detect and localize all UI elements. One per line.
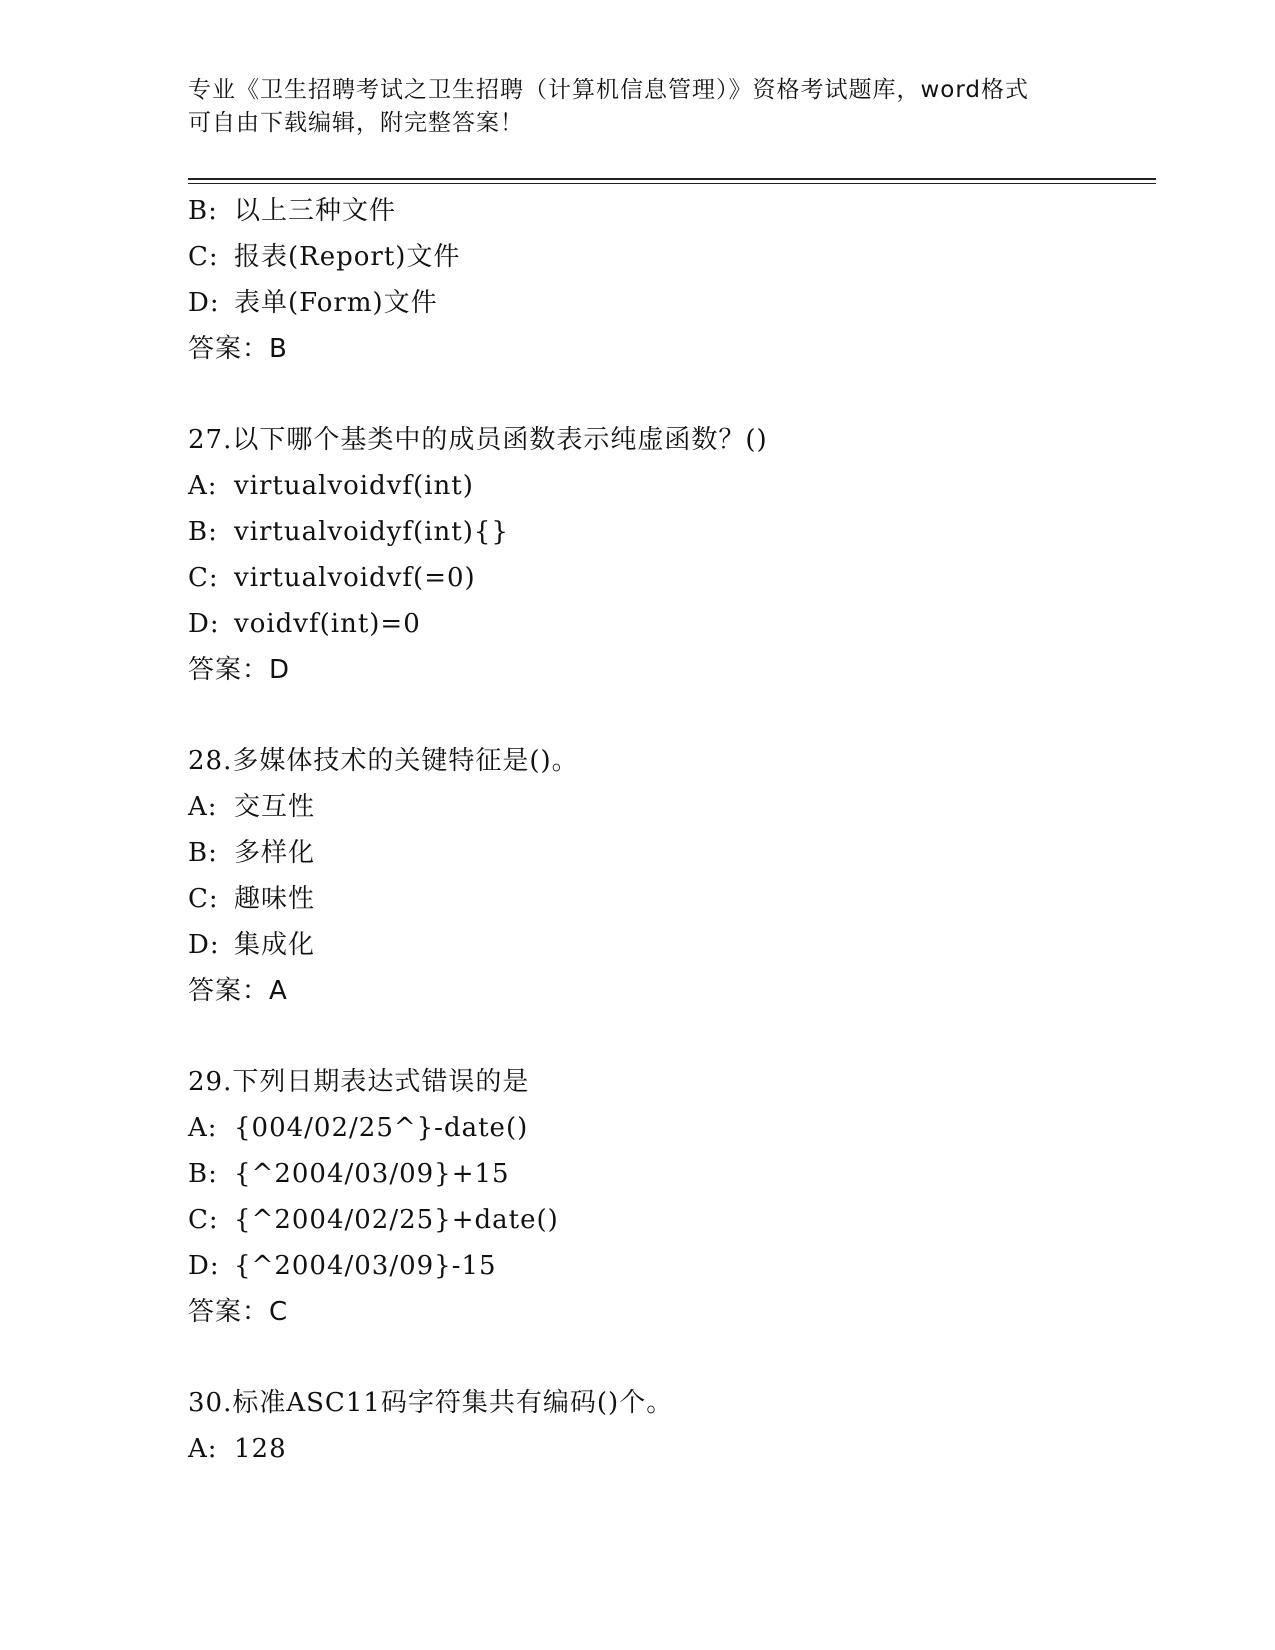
question-stem: 29.下列日期表达式错误的是 [188,1067,530,1097]
option-row [188,280,1148,326]
option-row [188,1426,1148,1472]
option-label: C: [188,1205,219,1235]
option-label: D: [188,930,220,960]
option-label: A: [188,471,218,501]
option-text: 多样化 [234,838,316,868]
option-label: B: [188,838,218,868]
header-divider-thick [188,178,1156,180]
option-text: virtualvoidvf(=0) [234,563,476,593]
option-row [188,876,1148,922]
option-text: {^2004/03/09}+15 [234,1159,510,1189]
question-stem: 30.标准ASC11码字符集共有编码()个。 [188,1388,674,1418]
option-text: 表单(Form)文件 [234,288,438,318]
option-label: A: [188,792,218,822]
answer-line: 答案：C [188,1297,289,1327]
option-row [188,1243,1148,1289]
option-label: C: [188,242,219,272]
header-divider-thin [188,183,1156,184]
prev-question-block [188,188,1148,372]
option-text: 报表(Report)文件 [234,242,461,272]
spacer [188,1014,1148,1059]
option-row [188,1105,1148,1151]
answer-line: 答案：B [188,334,288,364]
header-line-1: 专业《卫生招聘考试之卫生招聘（计算机信息管理）》资格考试题库，word格式 [188,77,1030,103]
option-label: D: [188,609,220,639]
option-text: {004/02/25^}-date() [234,1113,529,1143]
option-text: 128 [234,1434,287,1464]
answer-line: 答案：A [188,976,288,1006]
question-block-30 [188,1380,1148,1472]
option-row [188,784,1148,830]
option-text: {^2004/02/25}+date() [234,1205,559,1235]
question-list [188,188,1148,1472]
option-row [188,830,1148,876]
option-row [188,922,1148,968]
option-row [188,188,1148,234]
spacer [188,372,1148,417]
option-label: D: [188,1251,220,1281]
answer-line: 答案：D [188,655,291,685]
spacer [188,693,1148,738]
question-block-29 [188,1059,1148,1335]
question-stem: 28.多媒体技术的关键特征是()。 [188,746,579,776]
question-block-27 [188,417,1148,693]
option-row [188,234,1148,280]
spacer [188,1335,1148,1380]
option-text: virtualvoidvf(int) [234,471,474,501]
option-label: D: [188,288,220,318]
option-text: 以上三种文件 [234,196,397,226]
option-row [188,555,1148,601]
option-label: B: [188,1159,218,1189]
option-row [188,509,1148,555]
option-text: voidvf(int)=0 [234,609,421,639]
question-block-28 [188,738,1148,1014]
option-label: B: [188,196,218,226]
option-text: 交互性 [234,792,316,822]
question-stem: 27.以下哪个基类中的成员函数表示纯虚函数？() [188,425,768,455]
option-label: A: [188,1113,218,1143]
header-line-2: 可自由下载编辑，附完整答案！ [188,110,524,136]
option-text: virtualvoidyf(int){} [234,517,509,547]
option-text: 集成化 [234,930,316,960]
option-row [188,1151,1148,1197]
option-label: C: [188,563,219,593]
option-row [188,601,1148,647]
option-row [188,463,1148,509]
option-text: {^2004/03/09}-15 [234,1251,497,1281]
option-row [188,1197,1148,1243]
option-text: 趣味性 [234,884,316,914]
option-label: C: [188,884,219,914]
option-label: A: [188,1434,218,1464]
option-label: B: [188,517,218,547]
document-header [188,74,1088,140]
